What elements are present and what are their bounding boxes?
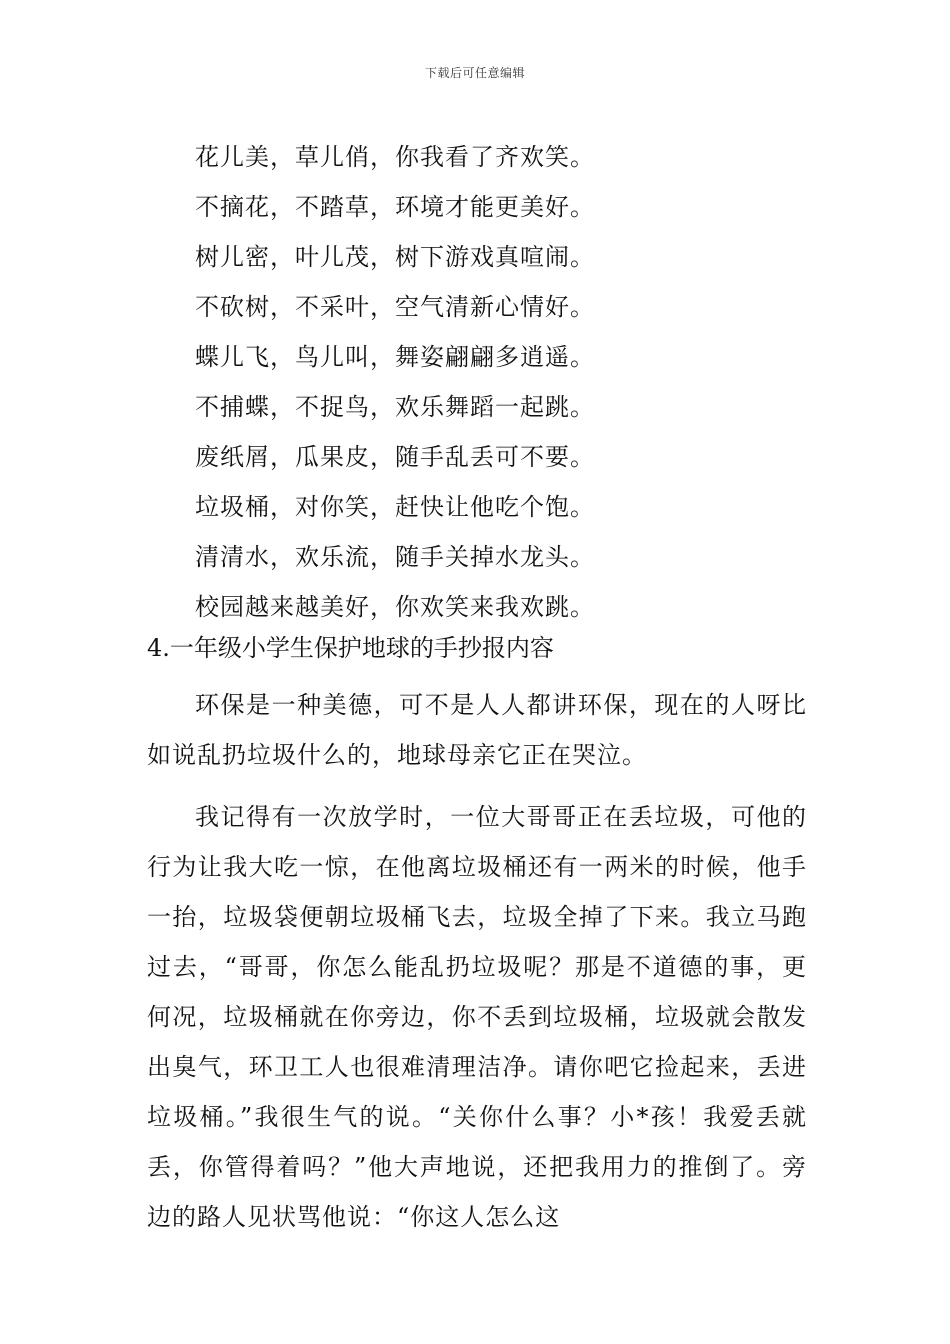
section-heading: 4.一年级小学生保护地球的手抄报内容 [147, 634, 554, 662]
poem-line: 不摘花，不踏草，环境才能更美好。 [195, 193, 595, 221]
poem-line: 树儿密，叶儿茂，树下游戏真喧闹。 [195, 243, 595, 271]
poem-line: 废纸屑，瓜果皮，随手乱丢可不要。 [195, 443, 595, 471]
poem-line: 不捕蝶，不捉鸟，欢乐舞蹈一起跳。 [195, 393, 595, 421]
poem-line: 清清水，欢乐流，随手关掉水龙头。 [195, 543, 595, 571]
poem-line: 垃圾桶，对你笑，赶快让他吃个饱。 [195, 493, 595, 521]
poem-line: 花儿美，草儿俏，你我看了齐欢笑。 [195, 143, 595, 171]
article-paragraph: 环保是一种美德，可不是人人都讲环保，现在的人呀比如说乱扔垃圾什么的，地球母亲它正在哭泣。 [147, 691, 807, 769]
poem-line: 不砍树，不采叶，空气清新心情好。 [195, 293, 595, 321]
poem-block [195, 132, 595, 632]
article-paragraph: 我记得有一次放学时，一位大哥哥正在丢垃圾，可他的行为让我大吃一惊，在他离垃圾桶还有一两米的时候，他手一抬，垃圾袋便朝垃圾桶飞去，垃圾全掉了下来。我立马跑过去，“哥哥，你怎么能乱扔垃圾呢？那是不道德的事，更何况，垃圾桶就在你旁边，你不丢到垃圾桶，垃圾就会散发出臭气，环卫工人也很难清理洁净。请你吧它捡起来，丢进垃圾桶。”我很生气的说。“关你什么事？小*孩！我爱丢就丢，你管得着吗？”他大声地说，还把我用力的推倒了。旁边的路人见状骂他说：“你这人怎么这 [147, 803, 807, 1231]
page-header-note: 下载后可任意编辑 [424, 66, 525, 80]
poem-line: 校园越来越美好，你欢笑来我欢跳。 [195, 593, 595, 621]
poem-line: 蝶儿飞，鸟儿叫，舞姿翩翩多逍遥。 [195, 343, 595, 371]
article-body [147, 680, 807, 1242]
